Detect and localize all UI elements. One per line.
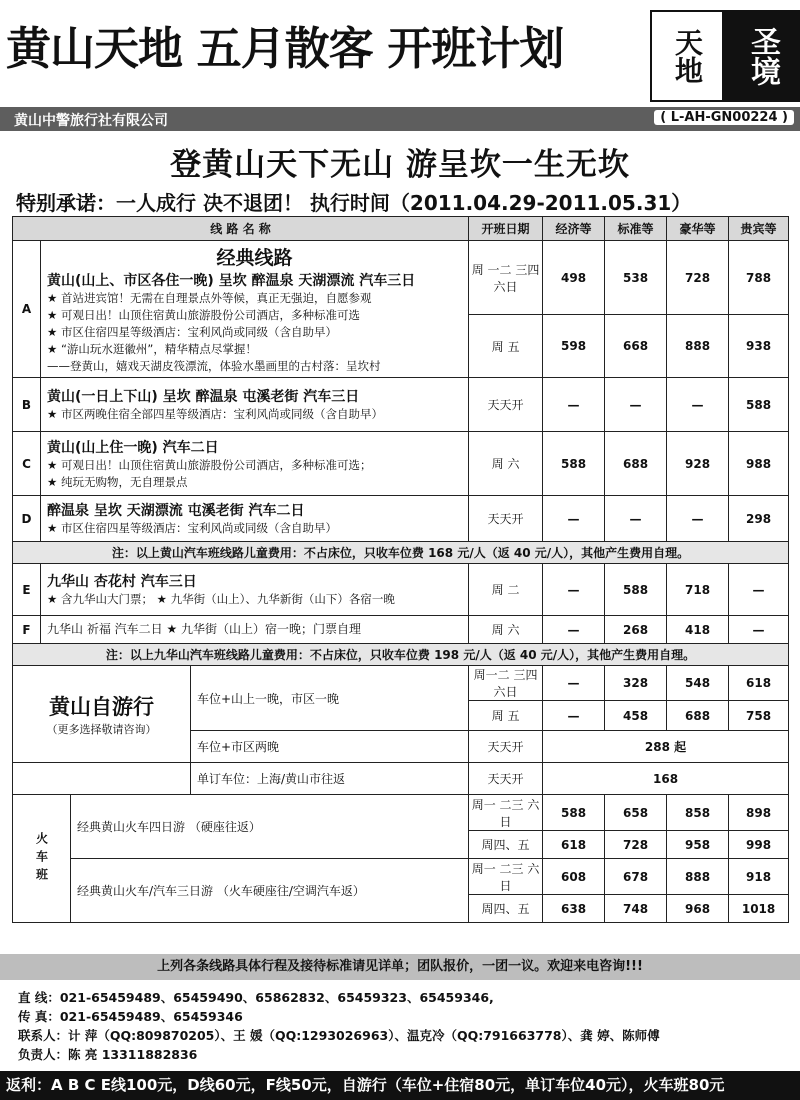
table-row <box>13 542 789 564</box>
price-cell: — <box>729 564 789 616</box>
table-row <box>13 378 789 432</box>
note-huangshan-child: 注：以上黄山汽车班线路儿童费用：不占床位，只收车位费 168 元/人（返 40 元/人），其他产生费用自理。 <box>13 542 789 564</box>
logo <box>650 10 800 102</box>
header-vip: 贵宾等 <box>729 217 789 241</box>
route-d-letter: D <box>13 496 41 542</box>
route-c-letter: C <box>13 432 41 496</box>
route-b-date: 天天开 <box>469 378 543 432</box>
route-d-title: 醉温泉 呈坎 天湖漂流 屯溪老街 汽车二日 <box>47 503 305 519</box>
rebate-bar: 返利：A B C E线100元，D线60元，F线50元，自游行（车位+住宿80元，单订车位40元），火车班80元 <box>0 1071 800 1100</box>
price-cell: 588 <box>729 378 789 432</box>
route-d-line: ★ 市区住宿四星等级酒店：宝利风尚或同级（含自助早） <box>47 521 337 535</box>
price-cell: 658 <box>605 795 667 831</box>
price-cell: 748 <box>605 895 667 923</box>
logo-shengjing: 圣境 <box>724 10 800 102</box>
train-tour1-date2: 周四、五 <box>469 831 543 859</box>
price-cell: 618 <box>543 831 605 859</box>
page-title: 黄山天地 五月散客 开班计划 <box>6 22 564 75</box>
price-cell: 588 <box>543 795 605 831</box>
license-number: ( L-AH-GN00224 ) <box>654 110 794 125</box>
price-cell: 728 <box>667 241 729 315</box>
route-c-title: 黄山(山上住一晚) 汽车二日 <box>47 439 219 456</box>
route-d-cell <box>41 496 469 542</box>
price-cell: 598 <box>543 315 605 378</box>
route-a-line: ★ “游山玩水逛徽州”，精华精点尽掌握！ <box>47 342 257 356</box>
route-a-title: 黄山(山上、市区各住一晚) 呈坎 醉温泉 天湖漂流 汽车三日 <box>47 273 416 289</box>
table-row <box>13 644 789 666</box>
route-c-line: ★ 可观日出！山顶住宿黄山旅游股份公司酒店，多种标准可选； <box>47 457 372 472</box>
price-cell: 788 <box>729 241 789 315</box>
price-cell: 688 <box>605 432 667 496</box>
train-tour2-date1: 周一 二三 六 日 <box>469 859 543 895</box>
self-item3: 单订车位：上海/黄山市往返 <box>191 763 469 795</box>
route-a-line: ★ 市区住宿四星等级酒店：宝利风尚或同级（含自助早） <box>47 325 337 339</box>
table-row <box>13 432 789 496</box>
price-cell: — <box>543 666 605 701</box>
table-row <box>13 241 789 315</box>
price-cell: — <box>605 378 667 432</box>
note-jiuhua-child: 注：以上九华山汽车班线路儿童费用：不占床位，只收车位费 198 元/人（返 40 元/人），其他产生费用自理。 <box>13 644 789 666</box>
self-tour-cell <box>13 666 191 763</box>
price-cell: 588 <box>543 432 605 496</box>
price-cell: 608 <box>543 859 605 895</box>
price-cell: 268 <box>605 616 667 644</box>
header-economy: 经济等 <box>543 217 605 241</box>
self-item1-date2: 周 五 <box>469 701 543 731</box>
price-cell: 898 <box>729 795 789 831</box>
route-c-date: 周 六 <box>469 432 543 496</box>
phone-line: 直 线：021-65459489、65459490、65862832、65459323、65459346, <box>18 990 494 1005</box>
price-cell: 988 <box>729 432 789 496</box>
price-cell: 618 <box>729 666 789 701</box>
classic-label: 经典线路 <box>216 247 293 269</box>
route-e-letter: E <box>13 564 41 616</box>
route-e-cell <box>41 564 469 616</box>
table-row <box>13 496 789 542</box>
price-cell: — <box>543 496 605 542</box>
route-b-cell <box>41 378 469 432</box>
self-item2-date: 天天开 <box>469 731 543 763</box>
price-cell: 758 <box>729 701 789 731</box>
header-luxury: 豪华等 <box>667 217 729 241</box>
table-header-row <box>13 217 789 241</box>
route-c-cell <box>41 432 469 496</box>
self-item1-date1: 周一二 三四六日 <box>469 666 543 701</box>
route-f-letter: F <box>13 616 41 644</box>
price-cell: 1018 <box>729 895 789 923</box>
price-cell: 928 <box>667 432 729 496</box>
route-b-title: 黄山(一日上下山) 呈坎 醉温泉 屯溪老街 汽车三日 <box>47 389 360 405</box>
price-cell: — <box>543 701 605 731</box>
price-cell: 938 <box>729 315 789 378</box>
self-item3-price: 168 <box>543 763 789 795</box>
table-row <box>13 795 789 831</box>
price-cell: — <box>729 616 789 644</box>
table-row <box>13 616 789 644</box>
price-cell: — <box>543 564 605 616</box>
price-cell: — <box>543 616 605 644</box>
manager: 负责人：陈 亮 13311882836 <box>18 1047 198 1062</box>
self-tour-title: 黄山自游行 <box>49 695 154 719</box>
route-a-line: ★ 可观日出！山顶住宿黄山旅游股份公司酒店，多种标准可选 <box>47 308 360 322</box>
route-a-line: ★ 首站进宾馆！无需在自理景点外等候，真正无强迫，自愿参观 <box>47 291 372 305</box>
train-label: 火车班 <box>34 831 49 886</box>
price-cell: 728 <box>605 831 667 859</box>
self-tour-subtitle: （更多选择敬请咨询） <box>46 723 157 736</box>
price-cell: — <box>667 378 729 432</box>
route-f-date: 周 六 <box>469 616 543 644</box>
route-b-line: ★ 市区两晚住宿全部四星等级酒店：宝利风尚或同级（含自助早） <box>47 407 383 421</box>
price-cell: — <box>605 496 667 542</box>
price-cell: 588 <box>605 564 667 616</box>
route-a-date1: 周 一二 三四六日 <box>469 241 543 315</box>
route-a-letter: A <box>13 241 41 378</box>
price-cell: 688 <box>667 701 729 731</box>
route-a-date2: 周 五 <box>469 315 543 378</box>
price-cell: 968 <box>667 895 729 923</box>
price-cell: 328 <box>605 666 667 701</box>
contacts <box>18 988 660 1064</box>
price-table <box>12 216 789 923</box>
price-cell: 678 <box>605 859 667 895</box>
price-cell: 458 <box>605 701 667 731</box>
self-item2: 车位+市区两晚 <box>191 731 469 763</box>
route-f-title: 九华山 祈福 汽车二日 ★ 九华街（山上）宿一晚；门票自理 <box>41 616 469 644</box>
train-tour1: 经典黄山火车四日游 （硬座往返） <box>71 795 469 859</box>
header-standard: 标准等 <box>605 217 667 241</box>
table-row <box>13 564 789 616</box>
price-cell: 638 <box>543 895 605 923</box>
route-e-date: 周 二 <box>469 564 543 616</box>
company-name: 黄山中警旅行社有限公司 <box>14 113 168 129</box>
header <box>0 0 800 107</box>
fax-line: 传 真：021-65459489、65459346 <box>18 1009 243 1024</box>
train-tour2-date2: 周四、五 <box>469 895 543 923</box>
table-row <box>13 763 789 795</box>
route-e-title: 九华山 杏花村 汽车三日 <box>47 574 197 590</box>
price-cell: 498 <box>543 241 605 315</box>
price-cell: 538 <box>605 241 667 315</box>
price-cell: 918 <box>729 859 789 895</box>
slogan: 登黄山天下无山 游呈坎一生无坎 <box>170 147 630 183</box>
price-cell: 998 <box>729 831 789 859</box>
route-d-date: 天天开 <box>469 496 543 542</box>
self-item2-price: 288 起 <box>543 731 789 763</box>
price-cell: 718 <box>667 564 729 616</box>
self-item3-date: 天天开 <box>469 763 543 795</box>
route-a-line: ——登黄山，嬉戏天湖皮筏漂流，体验水墨画里的古村落：呈坎村 <box>47 359 381 373</box>
price-cell: 418 <box>667 616 729 644</box>
price-cell: 548 <box>667 666 729 701</box>
route-c-line: ★ 纯玩无购物，无自理景点 <box>47 474 188 489</box>
price-cell: — <box>543 378 605 432</box>
company-bar <box>0 107 800 131</box>
table-row <box>13 859 789 895</box>
promise: 特别承诺：一人成行 决不退团！ 执行时间（2011.04.29-2011.05.31） <box>16 191 692 215</box>
logo-tiandi: 天地 <box>650 10 724 102</box>
footer-note: 上列各条线路具体行程及接待标准请见详单；团队报价，一团一议。欢迎来电咨询!!! <box>0 954 800 980</box>
price-cell: 858 <box>667 795 729 831</box>
price-cell: — <box>667 496 729 542</box>
table-row <box>13 666 789 701</box>
price-cell: 888 <box>667 859 729 895</box>
train-tour1-date1: 周一 二三 六 日 <box>469 795 543 831</box>
route-e-line: ★ 含九华山大门票； ★ 九华街（山上）、九华新街（山下）各宿一晚 <box>47 592 395 606</box>
route-b-letter: B <box>13 378 41 432</box>
train-tour2: 经典黄山火车/汽车三日游 （火车硬座往/空调汽车返） <box>71 859 469 923</box>
price-cell: 668 <box>605 315 667 378</box>
header-route: 线 路 名 称 <box>13 217 469 241</box>
header-date: 开班日期 <box>469 217 543 241</box>
self-item1: 车位+山上一晚，市区一晚 <box>191 666 469 731</box>
train-label-cell <box>13 795 71 923</box>
price-cell: 298 <box>729 496 789 542</box>
contact-people: 联系人：计 萍（QQ:809870205）、王 媛（QQ:1293026963）、温克冷（QQ:791663778）、龚 婷、陈师傅 <box>18 1028 660 1043</box>
route-a-cell <box>41 241 469 378</box>
price-cell: 888 <box>667 315 729 378</box>
price-cell: 958 <box>667 831 729 859</box>
self-tour-blank <box>13 763 191 795</box>
